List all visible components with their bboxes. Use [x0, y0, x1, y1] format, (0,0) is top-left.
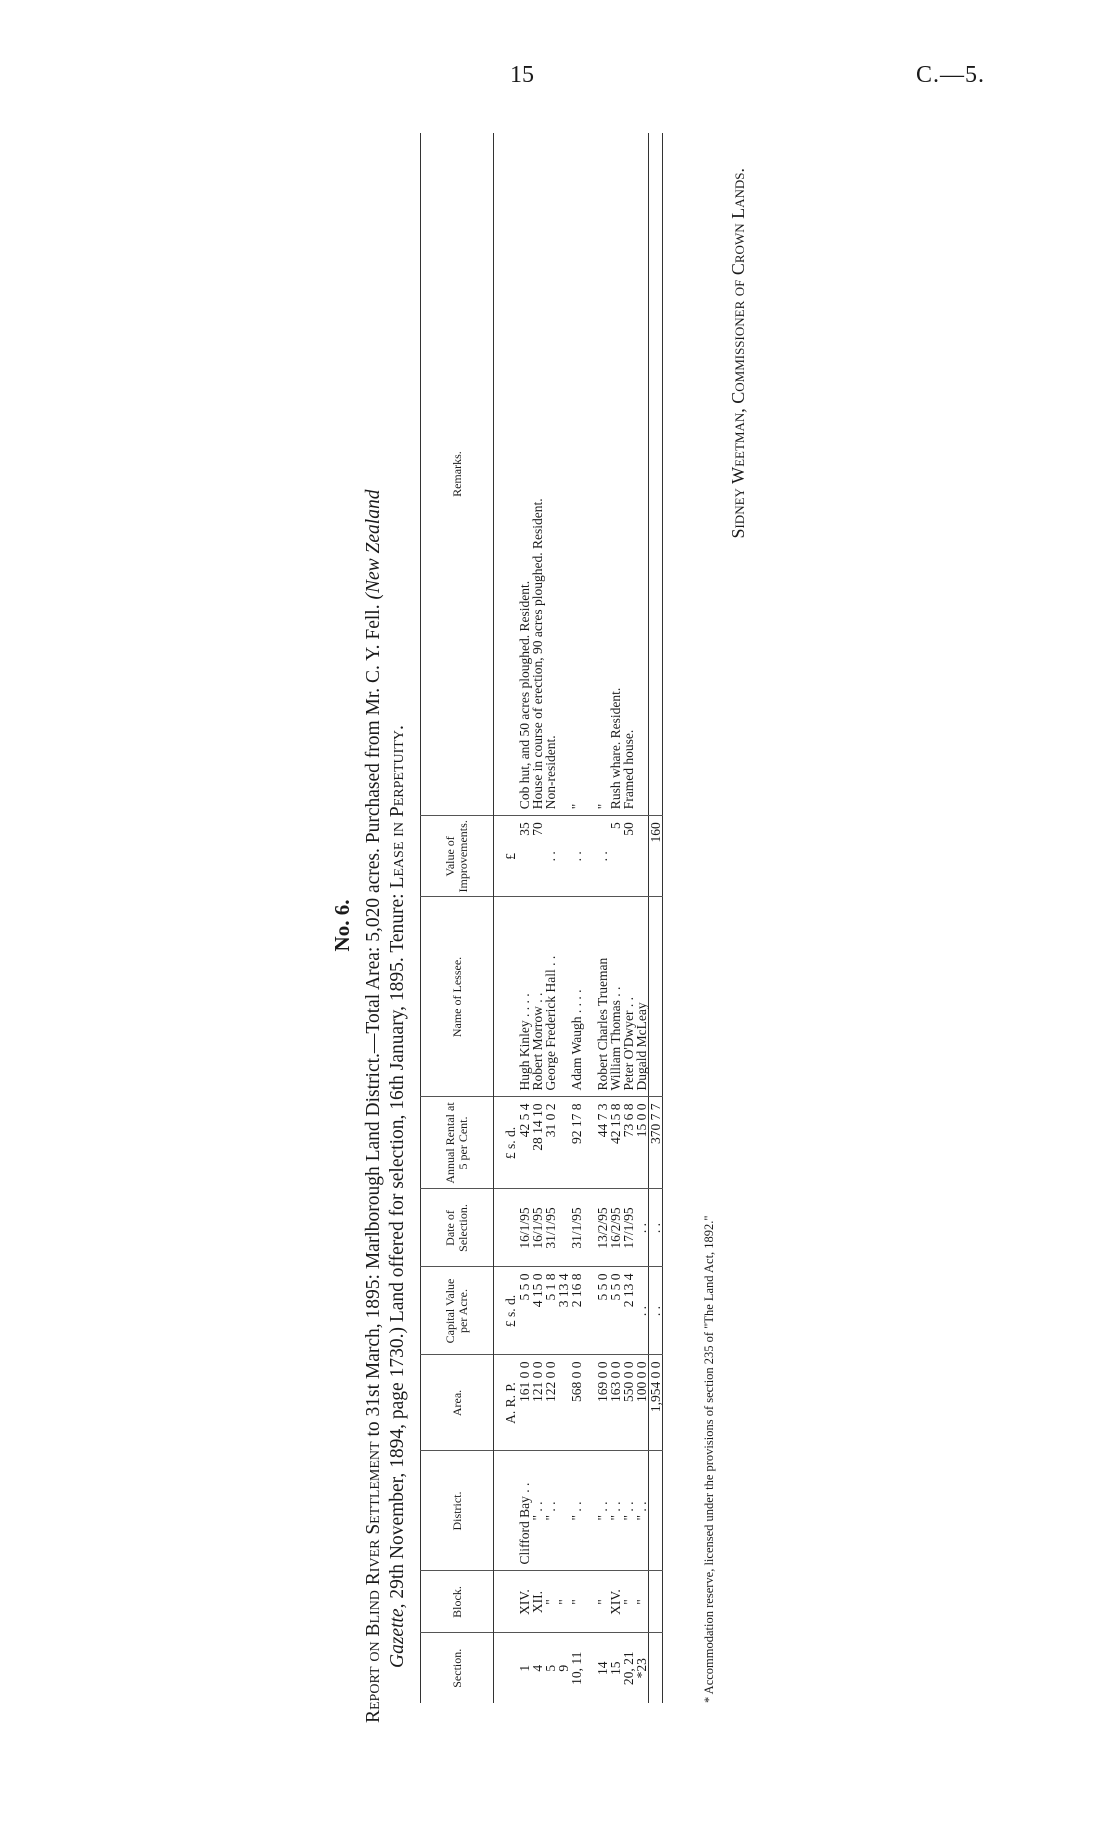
- cell-remarks: Rush whare. Resident.: [609, 133, 622, 816]
- cell-rental: 44 7 3: [596, 1097, 609, 1189]
- cell-area: 122 0 0: [544, 1355, 557, 1451]
- cell-improvements: 35: [518, 816, 531, 897]
- total-capital: . .: [649, 1267, 663, 1355]
- cell-area: 100 0 0: [635, 1355, 649, 1451]
- cell-improvements: 5: [609, 816, 622, 897]
- unit-rental: £ s. d.: [494, 1097, 519, 1189]
- cell-remarks: Non-resident.: [544, 133, 557, 816]
- cell-date: 16/1/95: [518, 1189, 531, 1267]
- cell-area: 121 0 0: [531, 1355, 544, 1451]
- cell-block: ": [544, 1571, 557, 1633]
- cell-date: 31/1/95: [544, 1189, 557, 1267]
- tenure-value: Lease in Perpetuity.: [387, 725, 408, 889]
- cell-rental: 73 6 8: [622, 1097, 635, 1189]
- table-row: [518, 133, 531, 1703]
- cell-rental: 42 5 4: [518, 1097, 531, 1189]
- header-section: Section.: [421, 1633, 494, 1703]
- unit-improvements: £: [494, 816, 519, 897]
- units-row: [494, 133, 519, 1703]
- cell-capital: 2 16 8: [570, 1267, 583, 1355]
- cell-capital: 5 5 0: [518, 1267, 531, 1355]
- cell-date: 17/1/95: [622, 1189, 635, 1267]
- cell-lessee: Peter O'Dwyer . .: [622, 897, 635, 1097]
- cell-section: 9: [556, 1664, 571, 1672]
- cell-block: XIV.: [609, 1571, 622, 1633]
- cell-block: ": [635, 1571, 649, 1633]
- settlement-table: [420, 133, 663, 1703]
- cell-capital: 5 5 0: [609, 1267, 622, 1355]
- cell-rental: 42 15 8: [609, 1097, 622, 1189]
- gazette-ref-close: Gazette,: [387, 1603, 408, 1668]
- cell-block: ": [596, 1571, 609, 1633]
- header-area: Area.: [421, 1355, 494, 1451]
- cell-district: " . .: [635, 1451, 649, 1571]
- cell-block: ": [570, 1571, 583, 1633]
- cell-lessee: Hugh Kinley . . . .: [518, 897, 531, 1097]
- cell-capital: 4 15 0: [531, 1267, 544, 1355]
- cell-date: 16/1/95: [531, 1189, 544, 1267]
- header-improvements: Value of Improvements.: [421, 816, 494, 897]
- header-capital-value: Capital Value per Acre.: [421, 1267, 494, 1355]
- cell-remarks: Framed house.: [622, 133, 635, 816]
- report-title-line1: to 31st March, 1895: Marlborough Land District.—Total Area: 5,020 acres. Purchased from Mr. C. Y. Fell.: [363, 599, 384, 1442]
- unit-capital: £ s. d.: [494, 1267, 519, 1355]
- table-row: [544, 133, 557, 1703]
- table-row: [557, 133, 570, 1703]
- cell-rental: 28 14 10: [531, 1097, 544, 1189]
- cell-block: ": [622, 1571, 635, 1633]
- cell-capital: . .: [635, 1267, 649, 1355]
- header-date-selection: Date of Selection.: [421, 1189, 494, 1267]
- table-row-spacer: [583, 133, 596, 1703]
- cell-lessee: Robert Morrow . .: [531, 897, 544, 1097]
- table-row: [570, 133, 583, 1703]
- report-title-line2: 29th November, 1894, page 1730.) Land offered for selection, 16th January, 1895. Tenure:: [387, 888, 408, 1604]
- cell-lessee: Adam Waugh . . . .: [570, 897, 583, 1097]
- cell-block: XIV.: [518, 1571, 531, 1633]
- cell-area: 169 0 0: [596, 1355, 609, 1451]
- header-remarks: Remarks.: [421, 133, 494, 816]
- cell-date: 16/2/95: [609, 1189, 622, 1267]
- rotated-report: [330, 128, 770, 1723]
- total-rental: 370 7 7: [649, 1097, 663, 1189]
- total-date: . .: [649, 1189, 663, 1267]
- report-title-prefix: Report on Blind River Settlement: [363, 1441, 384, 1723]
- cell-date: 13/2/95: [596, 1189, 609, 1267]
- cell-district: Clifford Bay . .: [518, 1451, 531, 1571]
- header-lessee: Name of Lessee.: [421, 897, 494, 1097]
- cell-section: 5: [543, 1664, 558, 1672]
- header-block: Block.: [421, 1571, 494, 1633]
- cell-remarks: [635, 133, 649, 816]
- totals-row: [649, 133, 663, 1703]
- cell-area: 568 0 0: [570, 1355, 583, 1451]
- cell-lessee: Robert Charles Trueman: [596, 897, 609, 1097]
- cell-date: 31/1/95: [570, 1189, 583, 1267]
- table-row: [635, 133, 649, 1703]
- cell-section: 4: [530, 1664, 545, 1672]
- cell-section: 10, 11: [569, 1651, 584, 1685]
- cell-capital: 3 13 4: [557, 1267, 570, 1355]
- cell-section: 14: [595, 1661, 610, 1675]
- document-code: C.—5.: [916, 62, 986, 88]
- cell-area: 163 0 0: [609, 1355, 622, 1451]
- cell-capital: 5 1 8: [544, 1267, 557, 1355]
- signature: Sidney Weetman, Commissioner of Crown Lands.: [728, 168, 748, 539]
- cell-area: 550 0 0: [622, 1355, 635, 1451]
- report-number-heading: No. 6.: [330, 899, 354, 952]
- cell-remarks: ": [570, 133, 583, 816]
- cell-section: 15: [608, 1661, 623, 1675]
- header-district: District.: [421, 1451, 494, 1571]
- report-title: [362, 128, 410, 1723]
- cell-section: 20, 21: [621, 1651, 636, 1686]
- cell-date: . .: [635, 1189, 649, 1267]
- cell-district: " . .: [622, 1451, 635, 1571]
- cell-block: ": [557, 1571, 570, 1633]
- cell-district: " . .: [609, 1451, 622, 1571]
- cell-remarks: House in course of erection, 90 acres ploughed. Resident.: [531, 133, 544, 816]
- cell-section: 1: [517, 1664, 532, 1672]
- cell-rental: 92 17 8: [570, 1097, 583, 1189]
- total-area: 1,954 0 0: [649, 1355, 663, 1451]
- cell-remarks: Cob hut, and 50 acres ploughed. Resident.: [518, 133, 531, 816]
- cell-improvements: . .: [570, 816, 583, 897]
- gazette-ref-open: (New Zealand: [363, 489, 384, 600]
- page-number: 15: [510, 62, 534, 88]
- footnote: * Accommodation reserve, licensed under the provisions of section 235 of "The Land Act, 1892.": [702, 1215, 716, 1703]
- cell-block: XII.: [531, 1571, 544, 1633]
- unit-area: A. R. P.: [494, 1355, 519, 1451]
- table-row: [622, 133, 635, 1703]
- cell-improvements: 70: [531, 816, 544, 897]
- cell-improvements: 50: [622, 816, 635, 897]
- cell-lessee: William Thomas . .: [609, 897, 622, 1097]
- table-row: [531, 133, 544, 1703]
- cell-district: " . .: [570, 1451, 583, 1571]
- cell-section: *23: [634, 1658, 649, 1679]
- cell-capital: 5 5 0: [596, 1267, 609, 1355]
- cell-lessee: George Frederick Hall . .: [544, 897, 557, 1097]
- cell-improvements: . .: [596, 816, 609, 897]
- cell-rental: 15 0 0: [635, 1097, 649, 1189]
- header-annual-rental: Annual Rental at 5 per Cent.: [421, 1097, 494, 1189]
- total-improvements: 160: [649, 816, 663, 897]
- cell-rental: 31 0 2: [544, 1097, 557, 1189]
- cell-remarks: ": [596, 133, 609, 816]
- table-header-row: [421, 133, 494, 1703]
- cell-district: " . .: [544, 1451, 557, 1571]
- table-row: [609, 133, 622, 1703]
- cell-capital: 2 13 4: [622, 1267, 635, 1355]
- cell-district: " . .: [531, 1451, 544, 1571]
- cell-lessee: Dugald McLeay: [635, 897, 649, 1097]
- cell-improvements: [635, 816, 649, 897]
- cell-district: " . .: [596, 1451, 609, 1571]
- cell-remarks: [557, 133, 570, 816]
- cell-area: 161 0 0: [518, 1355, 531, 1451]
- cell-improvements: . .: [544, 816, 557, 897]
- table-row: [596, 133, 609, 1703]
